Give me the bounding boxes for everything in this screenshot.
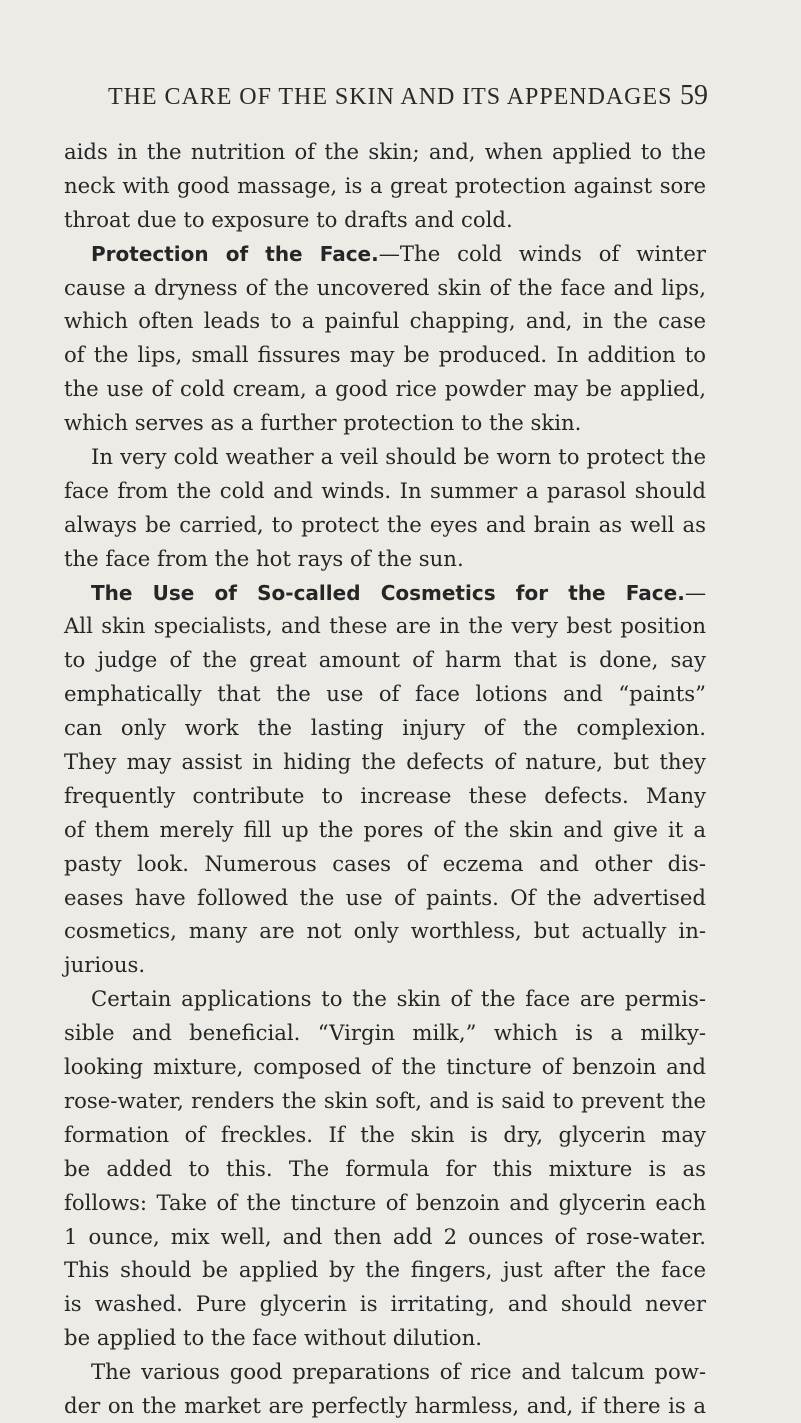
text-line: All skin specialists, and these are in the very best position — [64, 613, 706, 639]
text-line: is washed. Pure glycerin is irritating, and should never — [64, 1291, 706, 1317]
text-line: eases have followed the use of paints. Of the advertised — [64, 884, 706, 910]
text-line: looking mixture, composed of the tincture of benzoin and — [64, 1054, 706, 1080]
text-line: of the lips, small fissures may be produced. In addition to — [64, 342, 706, 368]
text-line: always be carried, to protect the eyes and brain as well as — [64, 511, 706, 537]
text-line: 1 ounce, mix well, and then add 2 ounces of rose-water. — [64, 1223, 706, 1249]
text-line: They may assist in hiding the defects of nature, but they — [64, 749, 706, 775]
text-line: be applied to the face without dilution. — [64, 1325, 482, 1351]
section-heading: Protection of the Face. — [91, 241, 379, 266]
text-line: pasty look. Numerous cases of eczema and other dis- — [64, 850, 706, 876]
text-line: of them merely fill up the pores of the skin and give it a — [64, 816, 706, 842]
text-line: throat due to exposure to drafts and cold. — [64, 206, 513, 232]
running-head — [108, 80, 708, 116]
text-line: neck with good massage, is a great protection against sore — [64, 172, 706, 198]
text-line: emphatically that the use of face lotions and “paints” — [64, 681, 706, 707]
text-line: cosmetics, many are not only worthless, but actually in- — [64, 918, 706, 944]
text-line: can only work the lasting injury of the complexion. — [64, 715, 706, 741]
text-line: face from the cold and winds. In summer a parasol should — [64, 477, 706, 503]
text-line: the face from the hot rays of the sun. — [64, 545, 464, 571]
body-text — [64, 135, 706, 1423]
text-line: The Use of So-called Cosmetics for the Face.— — [91, 579, 706, 605]
text-line: Certain applications to the skin of the face are permis- — [91, 986, 706, 1012]
text-line: be added to this. The formula for this mixture is as — [64, 1155, 706, 1181]
text-line: This should be applied by the fingers, just after the face — [64, 1257, 706, 1283]
text-line: sible and beneficial. “Virgin milk,” which is a milky- — [64, 1020, 706, 1046]
text-line: The various good preparations of rice and talcum pow- — [91, 1359, 706, 1385]
text-line: cause a dryness of the uncovered skin of the face and lips, — [64, 274, 706, 300]
text-line: which often leads to a painful chapping, and, in the case — [64, 308, 706, 334]
text-line: jurious. — [64, 952, 146, 978]
text-line: In very cold weather a veil should be worn to protect the — [91, 444, 706, 470]
text-line: to judge of the great amount of harm that is done, say — [64, 647, 706, 673]
text-line: which serves as a further protection to the skin. — [64, 410, 582, 436]
text-line: follows: Take of the tincture of benzoin and glycerin each — [64, 1189, 706, 1215]
text-line: frequently contribute to increase these defects. Many — [64, 782, 706, 808]
page-number: 59 — [680, 80, 708, 111]
text-line: der on the market are perfectly harmless, and, if there is a — [64, 1392, 706, 1418]
section-heading: The Use of So-called Cosmetics for the Face. — [91, 580, 685, 605]
text-line: the use of cold cream, a good rice powder may be applied, — [64, 376, 706, 402]
running-title: THE CARE OF THE SKIN AND ITS APPENDAGES — [108, 84, 673, 110]
text-line: rose-water, renders the skin soft, and is said to prevent the — [64, 1087, 706, 1113]
text-line: Protection of the Face.—The cold winds of winter — [91, 240, 706, 266]
text-line: formation of freckles. If the skin is dry, glycerin may — [64, 1121, 706, 1147]
text-line: aids in the nutrition of the skin; and, when applied to the — [64, 139, 706, 164]
